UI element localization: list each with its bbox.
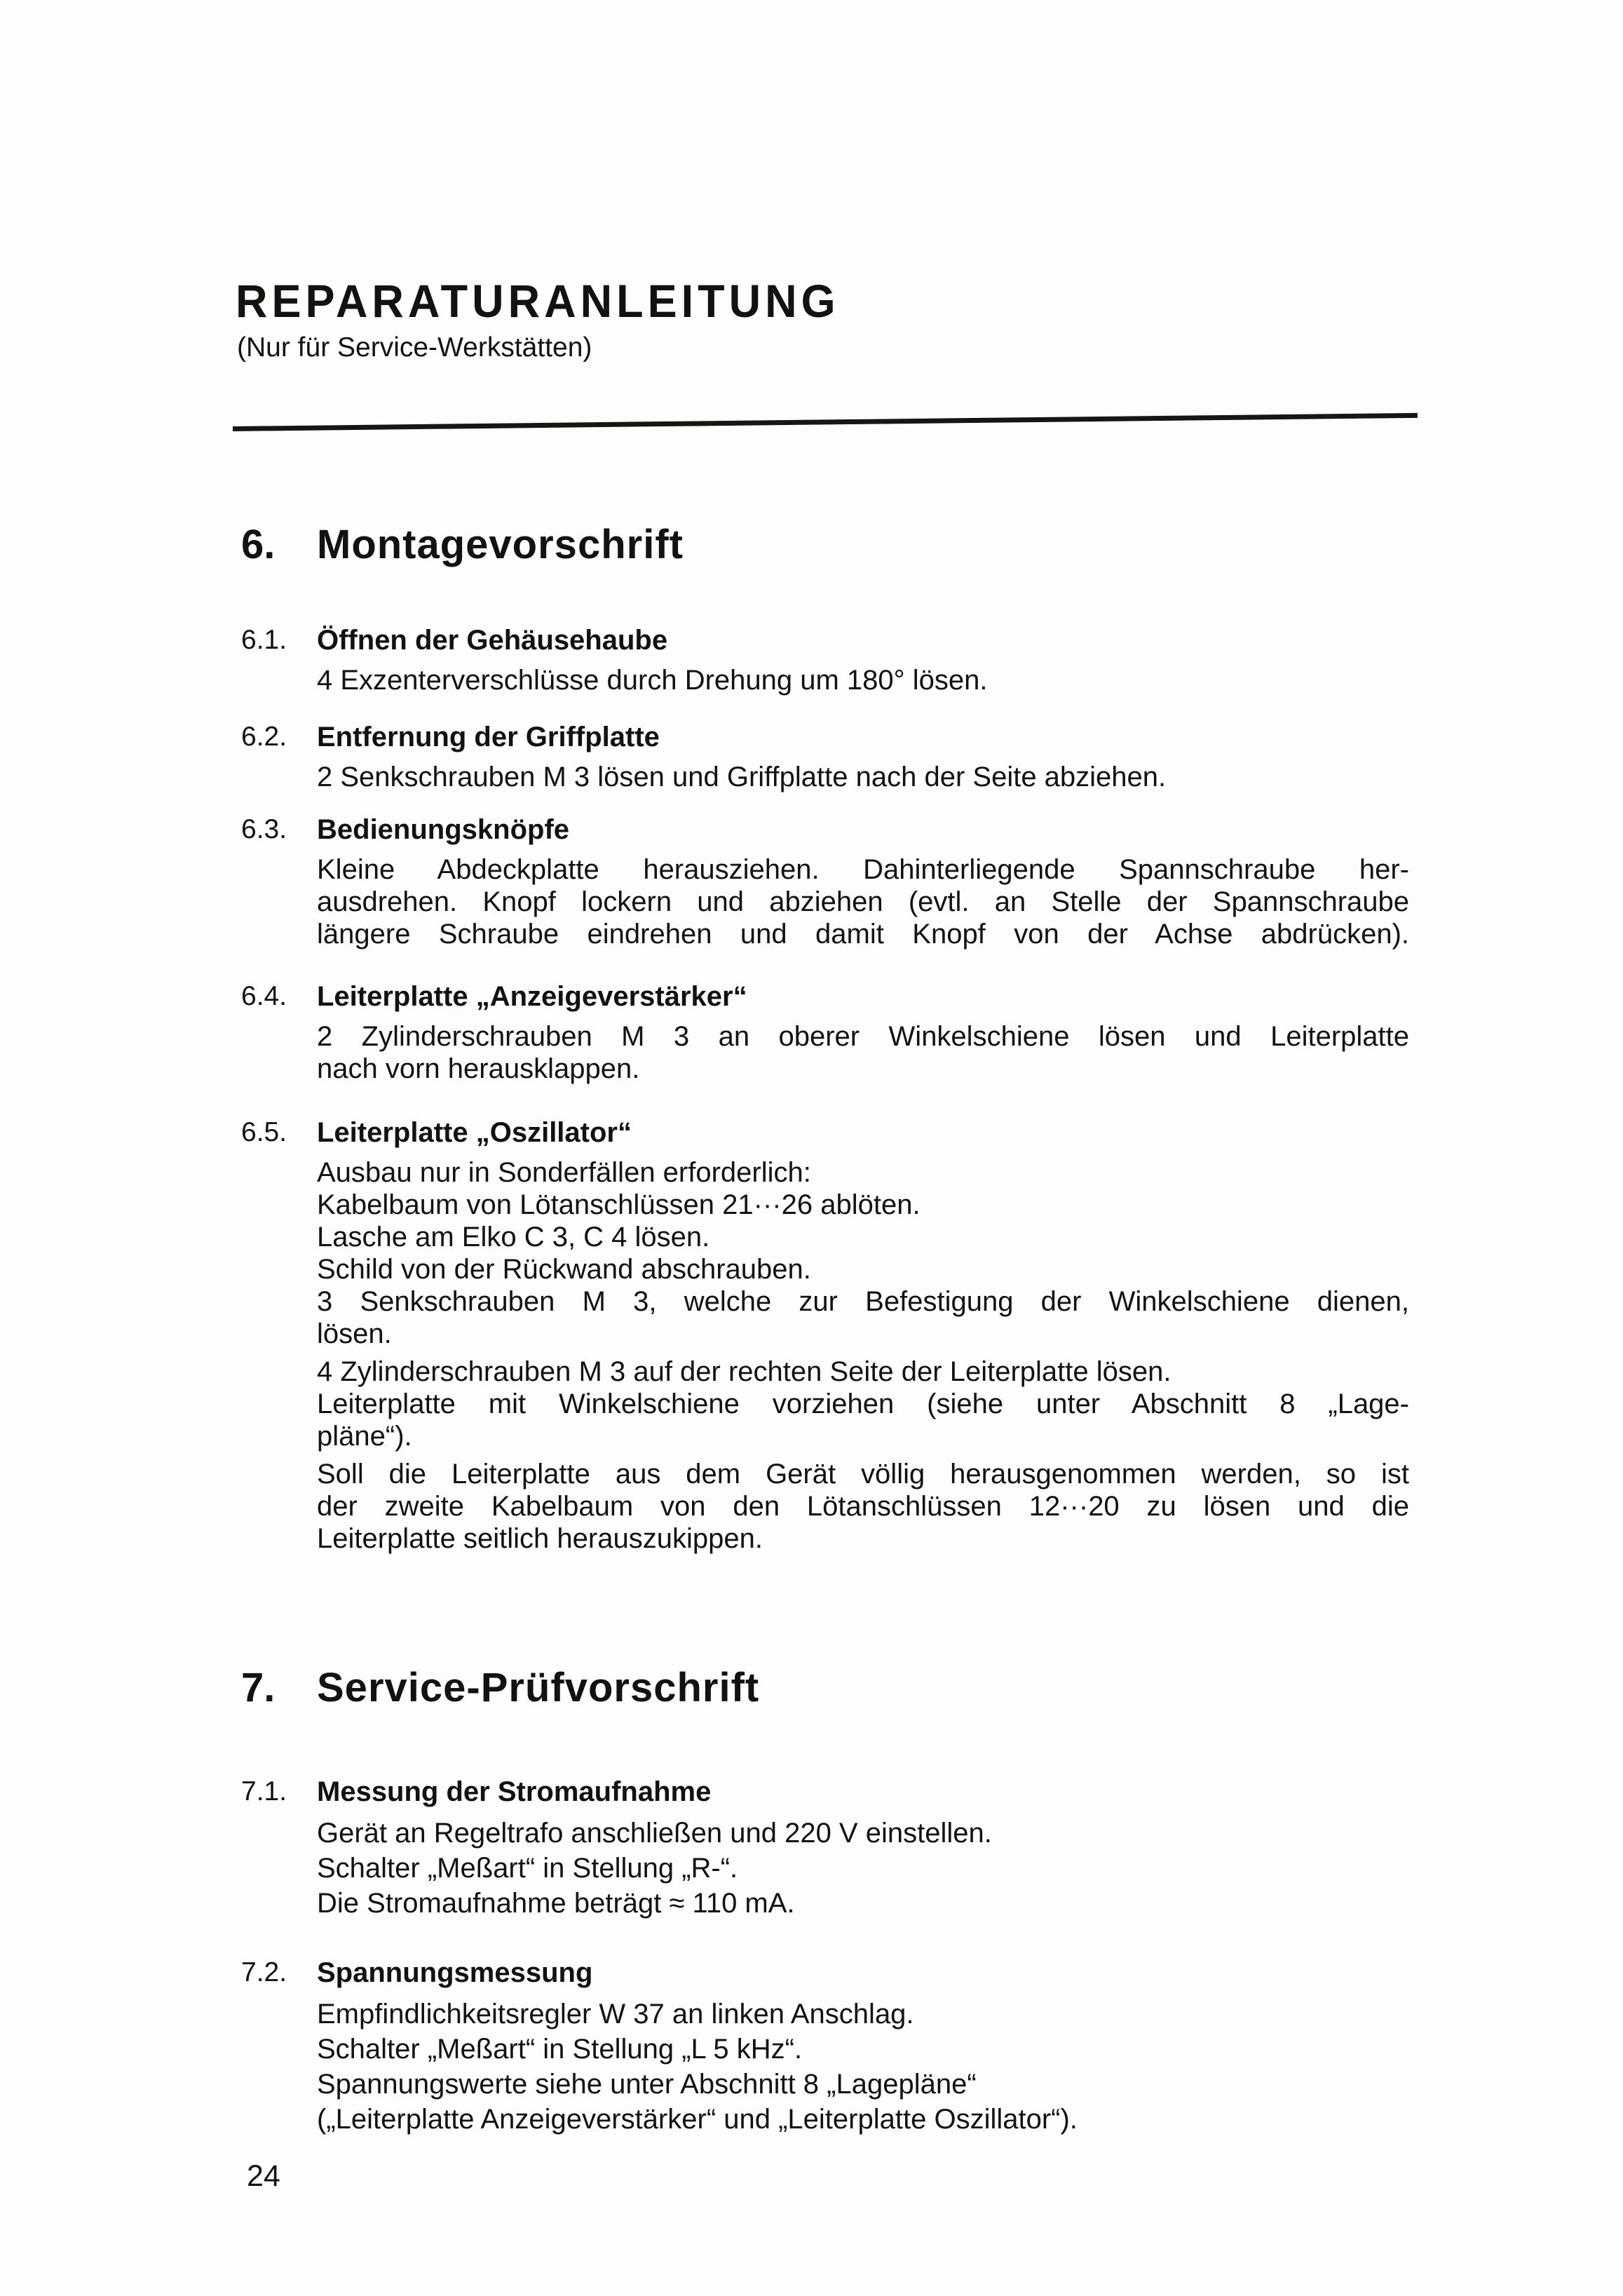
text-line: Leiterplatte mit Winkelschiene vorziehen (siehe unter Abschnitt 8 „Lage- xyxy=(317,1389,1409,1419)
section-number: 7. xyxy=(241,1665,276,1710)
item-title: Leiterplatte „Anzeigeverstärker“ xyxy=(317,981,747,1012)
text-line: pläne“). xyxy=(317,1421,412,1452)
page-number: 24 xyxy=(247,2159,280,2193)
item-6-1 xyxy=(241,624,1409,702)
paragraph xyxy=(317,761,1409,793)
item-6-4 xyxy=(241,980,1409,1090)
text-line: Schalter „Meßart“ in Stellung „L 5 kHz“. xyxy=(317,2034,803,2065)
text-line: Kleine Abdeckplatte herausziehen. Dahinterliegende Spannschraube her- xyxy=(317,854,1409,885)
paragraph xyxy=(317,853,1409,950)
text-line: 4 Zylinderschrauben M 3 auf der rechten Seite der Leiterplatte lösen. xyxy=(317,1356,1172,1387)
section-title: Service-Prüfvorschrift xyxy=(317,1665,760,1710)
text-line: Empfindlichkeitsregler W 37 an linken Anschlag. xyxy=(317,1999,914,2030)
paragraph xyxy=(317,1020,1409,1085)
item-title: Öffnen der Gehäusehaube xyxy=(317,625,668,656)
item-title: Leiterplatte „Oszillator“ xyxy=(317,1117,632,1148)
paragraph xyxy=(317,1816,1409,1921)
item-number: 7.2. xyxy=(241,1957,287,1987)
item-7-1 xyxy=(241,1776,1409,1926)
item-6-2 xyxy=(241,721,1409,799)
paragraph xyxy=(317,1156,1409,1350)
paragraph xyxy=(317,1356,1409,1452)
text-line: 2 Zylinderschrauben M 3 an oberer Winkelschiene lösen und Leiterplatte xyxy=(317,1021,1409,1052)
text-line: 2 Senkschrauben M 3 lösen und Griffplatte nach der Seite abziehen. xyxy=(317,762,1167,792)
text-line: der zweite Kabelbaum von den Lötanschlüssen 12···20 zu lösen und die xyxy=(317,1491,1409,1522)
text-line: Kabelbaum von Lötanschlüssen 21···26 ablöten. xyxy=(317,1189,921,1220)
item-number: 6.4. xyxy=(241,981,287,1011)
text-line: 3 Senkschrauben M 3, welche zur Befestigung der Winkelschiene dienen, xyxy=(317,1286,1409,1317)
paragraph xyxy=(317,1458,1409,1555)
item-6-5 xyxy=(241,1116,1409,1560)
section-7-heading xyxy=(241,1665,1409,1711)
paragraph xyxy=(317,664,1409,696)
text-line: Lasche am Elko C 3, C 4 lösen. xyxy=(317,1222,710,1252)
document-title: REPARATURANLEITUNG xyxy=(236,276,840,328)
item-number: 6.5. xyxy=(241,1117,287,1147)
text-line: („Leiterplatte Anzeigeverstärker“ und „Leiterplatte Oszillator“). xyxy=(317,2104,1078,2135)
text-line: Schalter „Meßart“ in Stellung „R-“. xyxy=(317,1853,738,1884)
item-title: Spannungsmessung xyxy=(317,1957,593,1988)
document-subtitle: (Nur für Service-Werkstätten) xyxy=(237,332,592,363)
text-line: Leiterplatte seitlich herauszukippen. xyxy=(317,1523,763,1554)
item-number: 6.2. xyxy=(241,722,287,752)
text-line: 4 Exzenterverschlüsse durch Drehung um 180° lösen. xyxy=(317,665,988,696)
item-title: Messung der Stromaufnahme xyxy=(317,1776,712,1807)
paragraph xyxy=(317,1997,1409,2137)
text-line: längere Schraube eindrehen und damit Knopf von der Achse abdrücken). xyxy=(317,919,1409,950)
item-6-3 xyxy=(241,813,1409,956)
text-line: Soll die Leiterplatte aus dem Gerät völlig herausgenommen werden, so ist xyxy=(317,1459,1409,1490)
text-line: lösen. xyxy=(317,1318,392,1349)
text-line: Schild von der Rückwand abschrauben. xyxy=(317,1254,811,1285)
text-line: Gerät an Regeltrafo anschließen und 220 V einstellen. xyxy=(317,1818,992,1849)
item-7-2 xyxy=(241,1957,1409,2142)
item-title: Bedienungsknöpfe xyxy=(317,814,570,845)
item-title: Entfernung der Griffplatte xyxy=(317,722,660,752)
text-line: ausdrehen. Knopf lockern und abziehen (evtl. an Stelle der Spannschraube xyxy=(317,886,1409,917)
section-6-heading xyxy=(241,522,1409,568)
text-line: Spannungswerte siehe unter Abschnitt 8 „Lagepläne“ xyxy=(317,2069,977,2100)
item-number: 6.3. xyxy=(241,814,287,844)
section-title: Montagevorschrift xyxy=(317,522,684,567)
text-line: Die Stromaufnahme beträgt ≈ 110 mA. xyxy=(317,1888,795,1919)
item-number: 6.1. xyxy=(241,625,287,655)
text-line: nach vorn herausklappen. xyxy=(317,1053,640,1084)
item-number: 7.1. xyxy=(241,1776,287,1807)
section-number: 6. xyxy=(241,522,276,567)
text-line: Ausbau nur in Sonderfällen erforderlich: xyxy=(317,1157,811,1188)
horizontal-rule xyxy=(233,413,1418,431)
